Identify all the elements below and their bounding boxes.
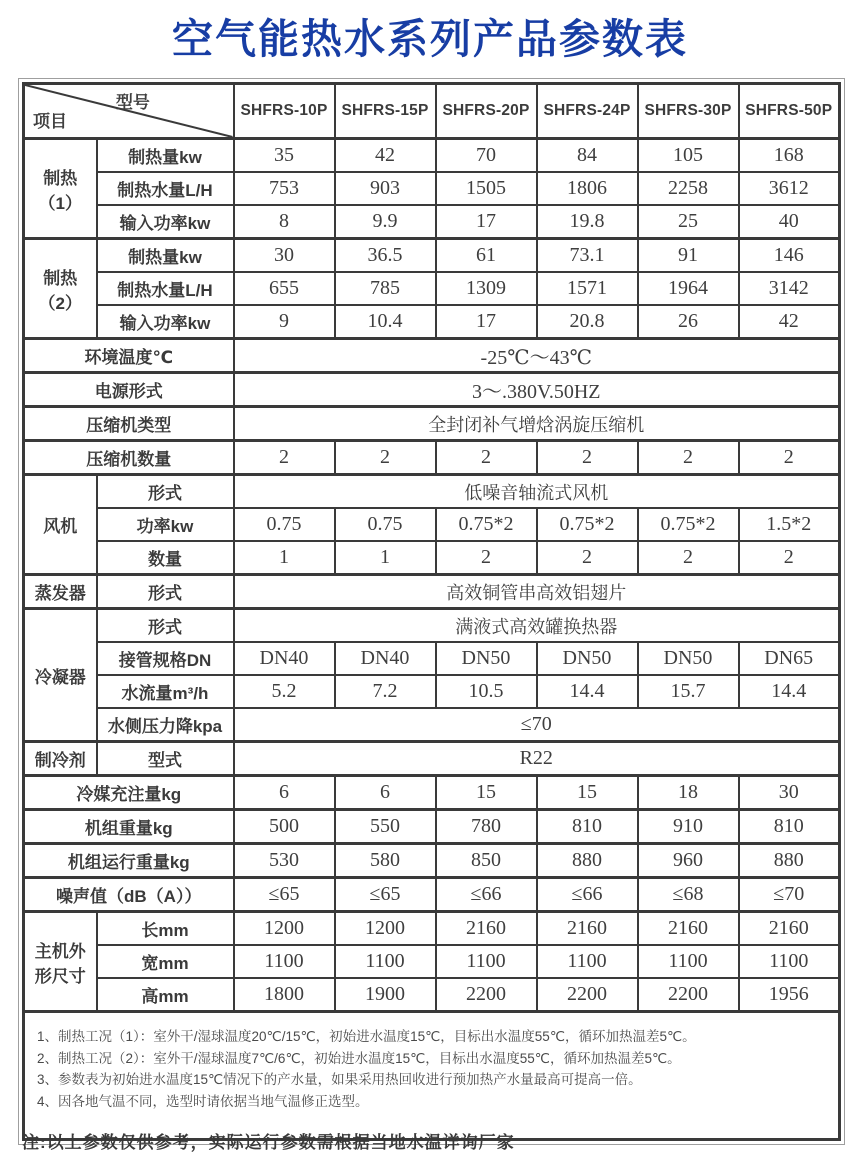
data-cell: 880 [537, 844, 638, 878]
data-cell: 30 [234, 239, 335, 273]
data-cell: ≤70 [739, 878, 840, 912]
data-cell: 2160 [739, 912, 840, 946]
data-cell: 7.2 [335, 675, 436, 708]
row-label: 冷媒充注量kg [24, 776, 234, 810]
data-cell: 2 [537, 541, 638, 575]
group-label: 风机 [24, 475, 97, 575]
data-cell: 2 [335, 441, 436, 475]
data-cell: 3～.380V.50HZ [234, 373, 840, 407]
row-label: 水侧压力降kpa [97, 708, 234, 742]
footer-disclaimer: 注:以上参数仅供参考，实际运行参数需根据当地水温详询厂家 [22, 1133, 515, 1152]
data-cell: 1900 [335, 978, 436, 1012]
data-cell: 15 [537, 776, 638, 810]
data-cell: 1100 [436, 945, 537, 978]
data-cell: 2160 [537, 912, 638, 946]
data-cell: 1100 [537, 945, 638, 978]
data-cell: 6 [335, 776, 436, 810]
row-label: 高mm [97, 978, 234, 1012]
data-cell: 910 [638, 810, 739, 844]
table-row [24, 810, 840, 844]
data-cell: 15 [436, 776, 537, 810]
data-cell: 低噪音轴流式风机 [234, 475, 840, 509]
table-row [24, 541, 840, 575]
corner-item-label: 项目 [33, 112, 67, 131]
table-row [24, 407, 840, 441]
note-line-1: 1、制热工况（1）：室外干/湿球温度20℃/15℃，初始进水温度15℃，目标出水温度55℃，循环加热温差5℃。 [37, 1029, 696, 1044]
data-cell: 2 [537, 441, 638, 475]
data-cell: 2160 [436, 912, 537, 946]
data-cell: 40 [739, 205, 840, 239]
table-row [24, 475, 840, 509]
data-cell: 146 [739, 239, 840, 273]
table-row [24, 339, 840, 373]
row-label: 宽mm [97, 945, 234, 978]
row-label: 输入功率kw [97, 205, 234, 239]
data-cell: ≤66 [436, 878, 537, 912]
data-cell: 36.5 [335, 239, 436, 273]
row-label: 数量 [97, 541, 234, 575]
data-cell: 2 [638, 441, 739, 475]
row-label: 形式 [97, 575, 234, 609]
row-label: 水流量m³/h [97, 675, 234, 708]
table-row [24, 205, 840, 239]
group-label: 制热（1） [24, 139, 97, 239]
data-cell: ≤68 [638, 878, 739, 912]
data-cell: 1100 [335, 945, 436, 978]
model-header: SHFRS-10P [234, 84, 335, 139]
data-cell: 30 [739, 776, 840, 810]
data-cell: 1571 [537, 272, 638, 305]
data-cell: 19.8 [537, 205, 638, 239]
data-cell: 42 [739, 305, 840, 339]
table-row [24, 575, 840, 609]
table-row [24, 978, 840, 1012]
table-row [24, 878, 840, 912]
data-cell: 10.5 [436, 675, 537, 708]
model-header: SHFRS-50P [739, 84, 840, 139]
data-cell: 168 [739, 139, 840, 173]
data-cell: 1100 [234, 945, 335, 978]
data-cell: 1309 [436, 272, 537, 305]
data-cell: 8 [234, 205, 335, 239]
row-label: 噪声值（dB（A）） [24, 878, 234, 912]
table-row [24, 305, 840, 339]
table-row [24, 642, 840, 675]
table-row [24, 844, 840, 878]
note-line-2: 2、制热工况（2）：室外干/湿球温度7℃/6℃，初始进水温度15℃，目标出水温度55℃，循环加热温差5℃。 [37, 1050, 681, 1066]
spec-table [22, 82, 841, 1141]
data-cell: R22 [234, 742, 840, 776]
data-cell: DN40 [335, 642, 436, 675]
data-cell: 5.2 [234, 675, 335, 708]
table-row [24, 139, 840, 173]
corner-model-label: 型号 [115, 93, 150, 112]
data-cell: ≤70 [234, 708, 840, 742]
data-cell: 1 [234, 541, 335, 575]
row-label: 机组运行重量kg [24, 844, 234, 878]
data-cell: DN40 [234, 642, 335, 675]
data-cell: 2 [436, 541, 537, 575]
data-cell: 810 [537, 810, 638, 844]
group-label: 蒸发器 [24, 575, 97, 609]
data-cell: DN65 [739, 642, 840, 675]
data-cell: 17 [436, 305, 537, 339]
data-cell: 73.1 [537, 239, 638, 273]
data-cell: 26 [638, 305, 739, 339]
row-label: 功率kw [97, 508, 234, 541]
notes-cell [24, 1012, 840, 1140]
data-cell: 2 [739, 541, 840, 575]
data-cell: 0.75 [234, 508, 335, 541]
data-cell: 753 [234, 172, 335, 205]
data-cell: ≤65 [335, 878, 436, 912]
data-cell: 850 [436, 844, 537, 878]
data-cell: 0.75*2 [436, 508, 537, 541]
table-row [24, 912, 840, 946]
data-cell: 1 [335, 541, 436, 575]
data-cell: -25℃～43℃ [234, 339, 840, 373]
data-cell: 2200 [537, 978, 638, 1012]
data-cell: 785 [335, 272, 436, 305]
data-cell: 61 [436, 239, 537, 273]
data-cell: 810 [739, 810, 840, 844]
row-label: 接管规格DN [97, 642, 234, 675]
data-cell: 1200 [234, 912, 335, 946]
table-row [24, 441, 840, 475]
data-cell: 35 [234, 139, 335, 173]
data-cell: 1.5*2 [739, 508, 840, 541]
data-cell: ≤65 [234, 878, 335, 912]
data-cell: 780 [436, 810, 537, 844]
row-label: 电源形式 [24, 373, 234, 407]
table-row [24, 272, 840, 305]
data-cell: 14.4 [739, 675, 840, 708]
data-cell: DN50 [537, 642, 638, 675]
data-cell: 15.7 [638, 675, 739, 708]
row-label: 长mm [97, 912, 234, 946]
row-label: 型式 [97, 742, 234, 776]
table-row [24, 742, 840, 776]
group-label: 冷凝器 [24, 609, 97, 742]
data-cell: 2160 [638, 912, 739, 946]
data-cell: 1800 [234, 978, 335, 1012]
data-cell: 903 [335, 172, 436, 205]
data-cell: 655 [234, 272, 335, 305]
data-cell: 1964 [638, 272, 739, 305]
table-row [24, 675, 840, 708]
data-cell: 42 [335, 139, 436, 173]
data-cell: 6 [234, 776, 335, 810]
data-cell: 2258 [638, 172, 739, 205]
data-cell: 0.75*2 [638, 508, 739, 541]
data-cell: 2 [234, 441, 335, 475]
data-cell: 84 [537, 139, 638, 173]
data-cell: 70 [436, 139, 537, 173]
table-row [24, 609, 840, 643]
data-cell: 1505 [436, 172, 537, 205]
data-cell: 3612 [739, 172, 840, 205]
group-label: 制冷剂 [24, 742, 97, 776]
data-cell: 500 [234, 810, 335, 844]
data-cell: 580 [335, 844, 436, 878]
data-cell: 20.8 [537, 305, 638, 339]
data-cell: 530 [234, 844, 335, 878]
row-label: 制热水量L/H [97, 172, 234, 205]
data-cell: 1806 [537, 172, 638, 205]
data-cell: 14.4 [537, 675, 638, 708]
spec-table-container [22, 82, 838, 1141]
row-label: 环境温度℃ [24, 339, 234, 373]
table-row [24, 172, 840, 205]
data-cell: 10.4 [335, 305, 436, 339]
table-row [24, 708, 840, 742]
data-cell: 18 [638, 776, 739, 810]
row-label: 形式 [97, 609, 234, 643]
data-cell: 0.75 [335, 508, 436, 541]
row-label: 输入功率kw [97, 305, 234, 339]
note-line-4: 4、因各地气温不同，选型时请依据当地气温修正选型。 [37, 1093, 369, 1109]
data-cell: 91 [638, 239, 739, 273]
data-cell: 2200 [436, 978, 537, 1012]
data-cell: 2200 [638, 978, 739, 1012]
data-cell: 880 [739, 844, 840, 878]
data-cell: 1100 [638, 945, 739, 978]
data-cell: 9 [234, 305, 335, 339]
data-cell: 960 [638, 844, 739, 878]
model-header: SHFRS-15P [335, 84, 436, 139]
notes-row [24, 1012, 840, 1140]
group-label: 主机外形尺寸 [24, 912, 97, 1012]
data-cell: DN50 [436, 642, 537, 675]
header-row [24, 84, 840, 139]
data-cell: 1200 [335, 912, 436, 946]
data-cell: 2 [638, 541, 739, 575]
data-cell: DN50 [638, 642, 739, 675]
table-row [24, 945, 840, 978]
data-cell: 3142 [739, 272, 840, 305]
row-label: 制热量kw [97, 139, 234, 173]
table-row [24, 776, 840, 810]
table-row [24, 239, 840, 273]
data-cell: 2 [436, 441, 537, 475]
data-cell: 550 [335, 810, 436, 844]
data-cell: 满液式高效罐换热器 [234, 609, 840, 643]
table-row [24, 373, 840, 407]
table-row [24, 508, 840, 541]
row-label: 制热量kw [97, 239, 234, 273]
model-header: SHFRS-24P [537, 84, 638, 139]
data-cell: 9.9 [335, 205, 436, 239]
data-cell: ≤66 [537, 878, 638, 912]
corner-cell [24, 84, 234, 139]
row-label: 机组重量kg [24, 810, 234, 844]
data-cell: 105 [638, 139, 739, 173]
row-label: 压缩机数量 [24, 441, 234, 475]
page-title: 空气能热水系列产品参数表 [172, 16, 688, 62]
note-line-3: 3、参数表为初始进水温度15℃情况下的产水量，如果采用热回收进行预加热产水量最高可提高一倍。 [37, 1072, 642, 1087]
model-header: SHFRS-30P [638, 84, 739, 139]
data-cell: 高效铜管串高效铝翅片 [234, 575, 840, 609]
model-header: SHFRS-20P [436, 84, 537, 139]
row-label: 制热水量L/H [97, 272, 234, 305]
data-cell: 全封闭补气增焓涡旋压缩机 [234, 407, 840, 441]
row-label: 压缩机类型 [24, 407, 234, 441]
group-label: 制热（2） [24, 239, 97, 339]
data-cell: 1100 [739, 945, 840, 978]
data-cell: 25 [638, 205, 739, 239]
data-cell: 17 [436, 205, 537, 239]
data-cell: 2 [739, 441, 840, 475]
data-cell: 0.75*2 [537, 508, 638, 541]
row-label: 形式 [97, 475, 234, 509]
data-cell: 1956 [739, 978, 840, 1012]
